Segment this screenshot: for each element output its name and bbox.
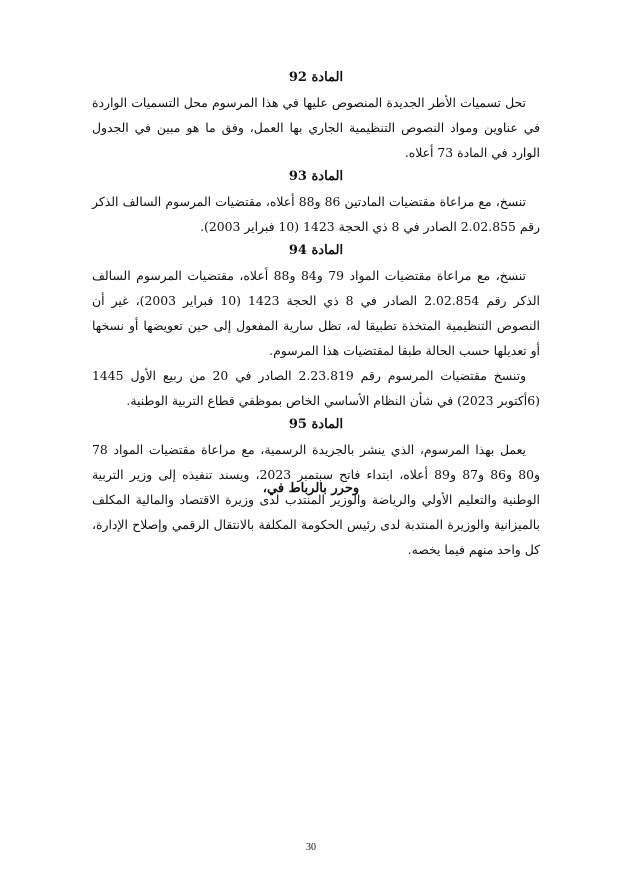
article-paragraph: تنسخ، مع مراعاة مقتضيات المواد 79 و84 و88 أعلاه، مقتضيات المرسوم السالف الذكر رقم 2.02.854 الصادر في 8 ذي الحجة 1423 (10 فبراير 2003)، غير أن النصوص التنظيمية المتخذة تطبيقا له، تظل سارية المفعول إلى حين تعويضها أو نسخها أو تعديلها حسب الحالة طبقا لمقتضيات هذا المرسوم. [92, 268, 540, 358]
article-93 [92, 165, 540, 239]
article-title: المادة 93 [288, 169, 344, 184]
page-number: 30 [306, 842, 316, 853]
article-paragraph: يعمل بهذا المرسوم، الذي ينشر بالجريدة الرسمية، مع مراعاة مقتضيات المواد 78 و80 و86 و87 و89 أعلاه، ابتداء فاتح سبتمبر 2023، ويسند تنفيذه إلى وزير التربية الوطنية والتعليم الأولي والرياضة والوزير المنتدب لدى وزيرة الاقتصاد والمالية المكلف بالميزانية والوزيرة المنتدبة لدى رئيس الحكومة المكلفة بالانتقال الرقمي وإصلاح الإدارة، كل واحد منهم فيما يخصه. [92, 442, 540, 557]
article-title: المادة 95 [288, 417, 344, 432]
article-paragraph: تحل تسميات الأطر الجديدة المنصوص عليها في هذا المرسوم محل التسميات الواردة في عناوين ومواد النصوص التنظيمية الجاري بها العمل، وفق ما هو مبين في الجدول الوارد في المادة 73 أعلاه. [92, 95, 540, 160]
article-title: المادة 92 [288, 70, 344, 85]
article-94 [92, 239, 540, 413]
article-paragraph: تنسخ، مع مراعاة مقتضيات المادتين 86 و88 أعلاه، مقتضيات المرسوم السالف الذكر رقم 2.02.855 الصادر في 8 ذي الحجة 1423 (10 فبراير 2003). [92, 194, 540, 234]
signoff-line: وحرر بالرباط في، [262, 481, 360, 496]
article-paragraph: وتنسخ مقتضيات المرسوم رقم 2.23.819 الصادر في 20 من ربيع الأول 1445 (6أكتوبر 2023) في شأن النظام الأساسي الخاص بموظفي قطاع التربية الوطنية. [92, 368, 540, 408]
article-title: المادة 94 [288, 243, 344, 258]
article-92 [92, 66, 540, 165]
